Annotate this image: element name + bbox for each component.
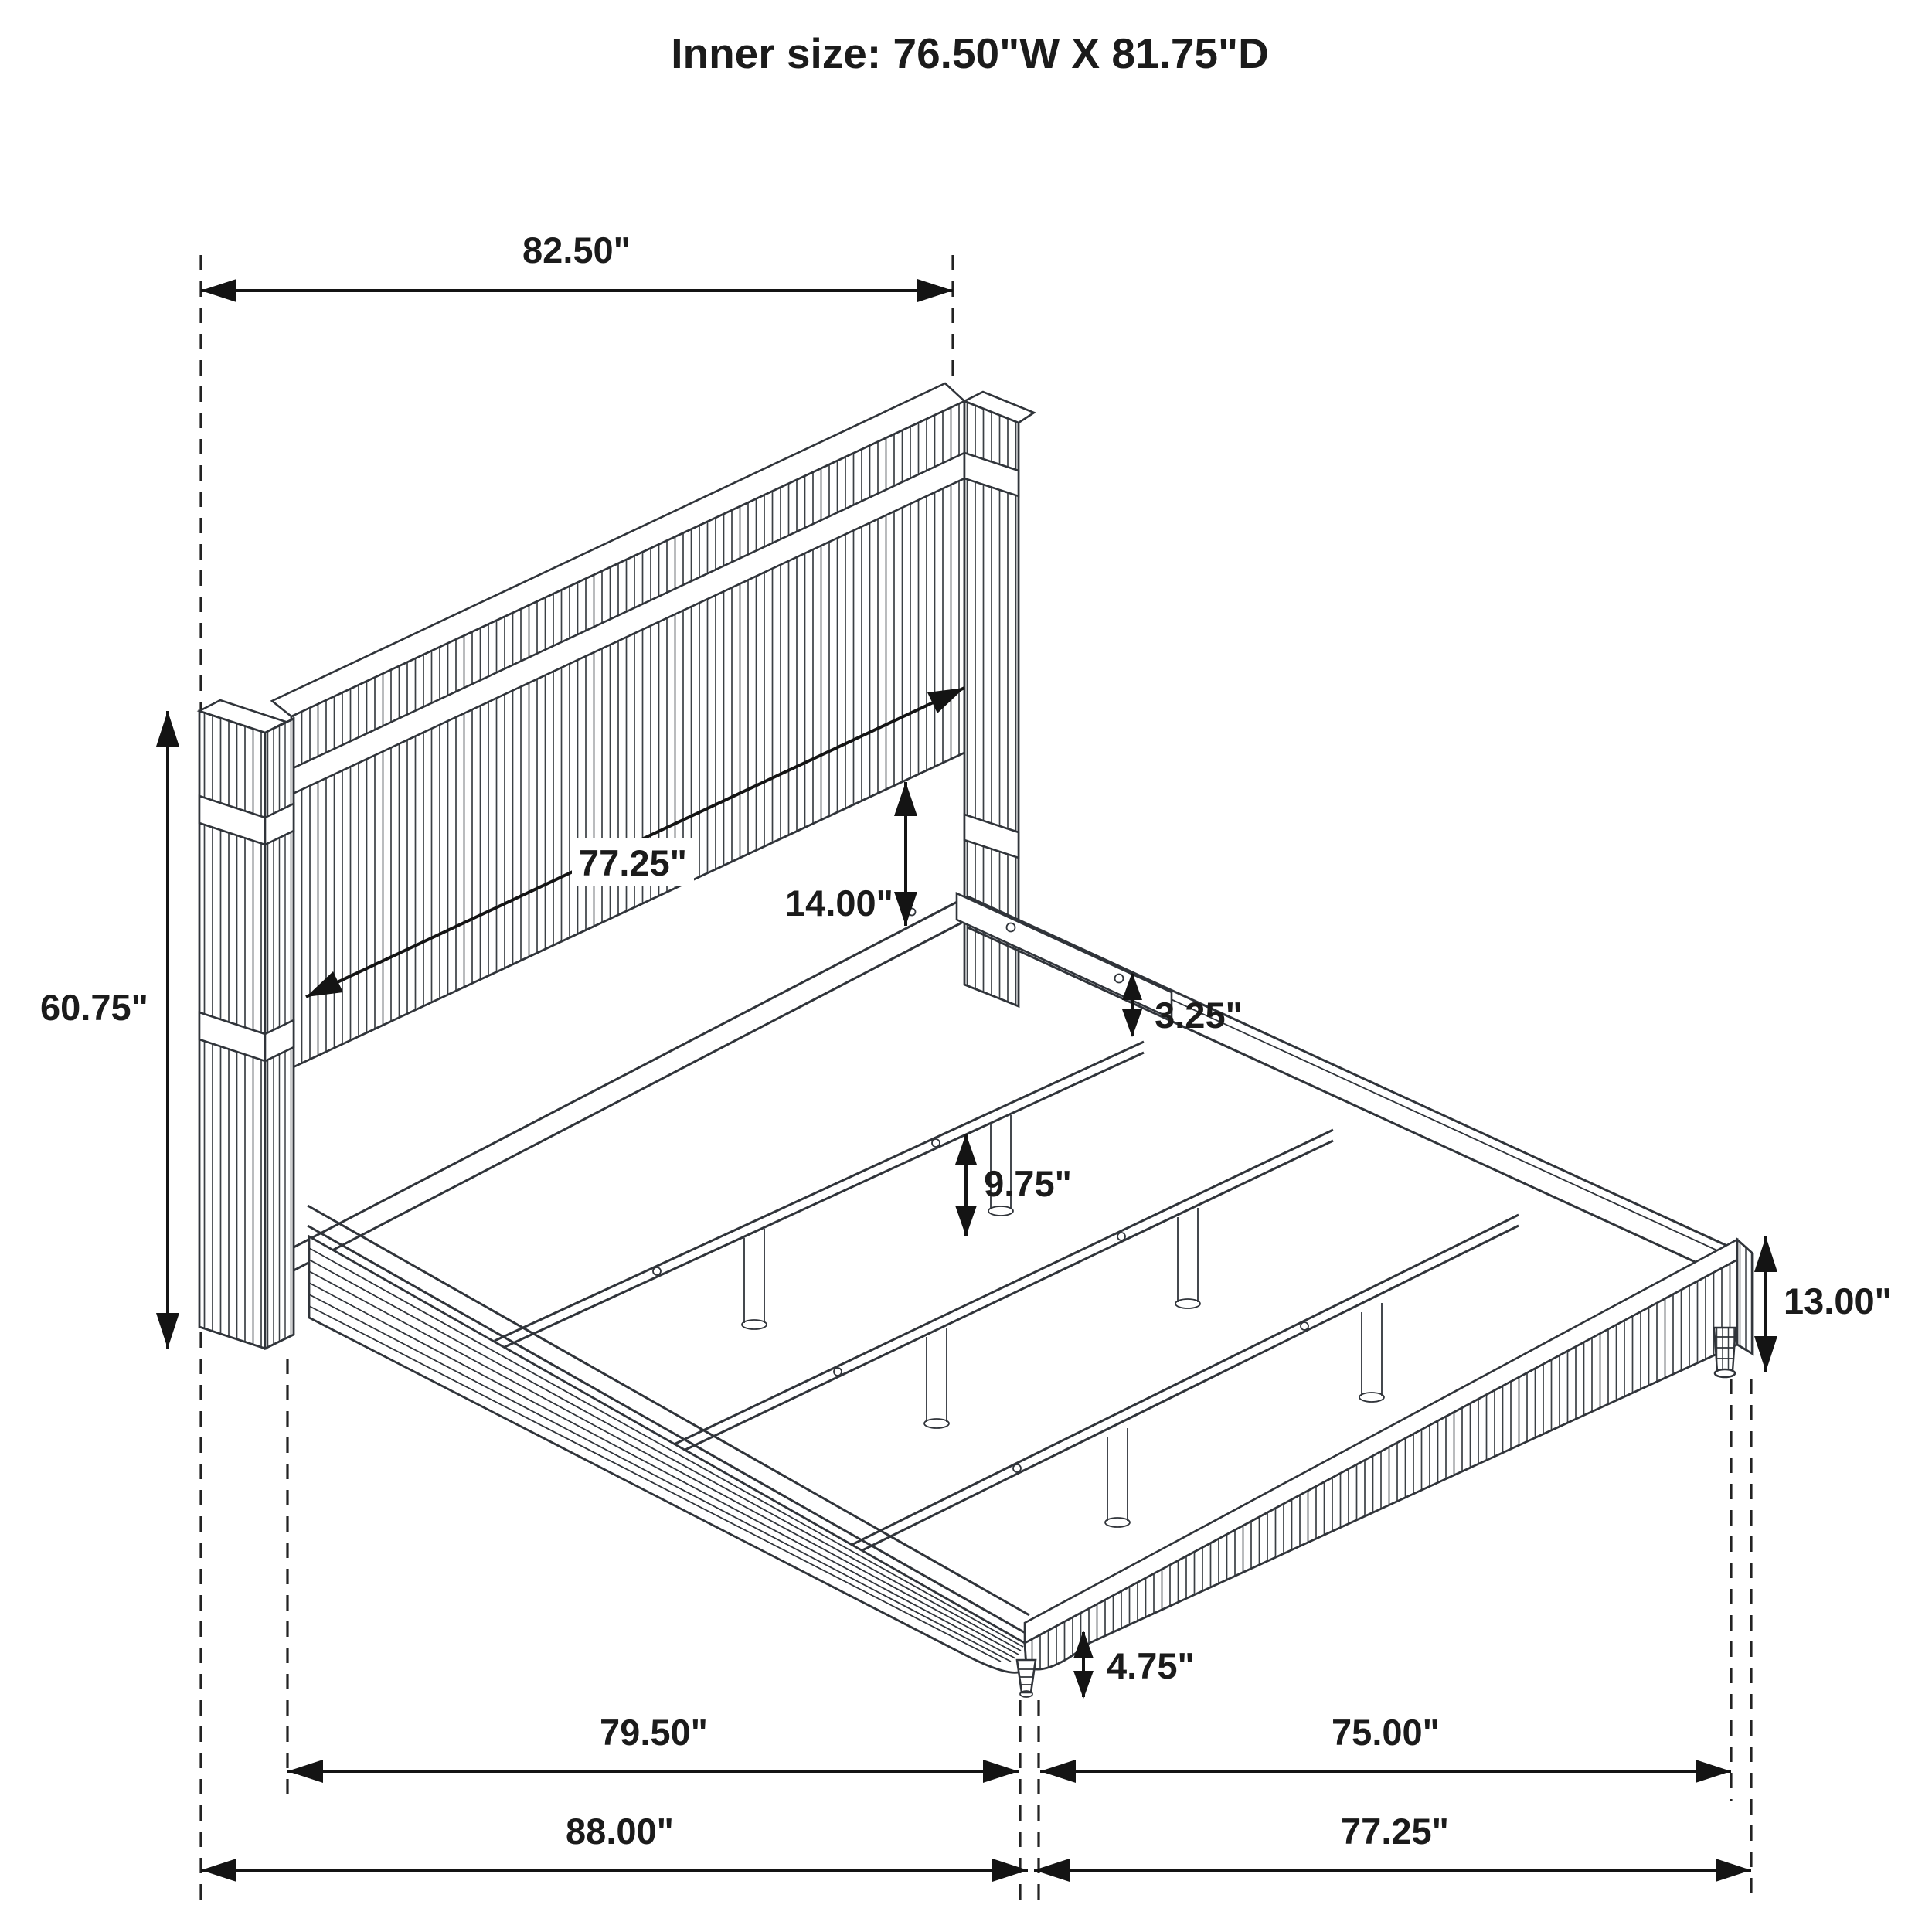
dim-label-75-00: 75.00" [1332,1712,1440,1753]
dim-label-77-25-panel: 77.25" [579,842,687,883]
dim-label-60-75: 60.75" [40,987,148,1028]
left-rail-top-edge [308,1206,1029,1615]
right-rail-bottom-edge [968,927,1737,1281]
dim-footboard-outer [1034,1811,1751,1882]
side-rail [309,1236,1026,1672]
dim-label-13-00: 13.00" [1784,1281,1892,1321]
dim-label-9-75: 9.75" [984,1163,1072,1204]
dim-label-88-00: 88.00" [566,1811,674,1852]
dim-headboard-height [40,711,179,1349]
dim-label-79-50: 79.50" [600,1712,708,1753]
dim-label-3-25: 3.25" [1155,995,1243,1036]
dim-footboard-height [1754,1236,1892,1372]
dim-overall-length [201,1811,1028,1882]
footboard-band [1025,1260,1737,1669]
footboard-top-band [1025,1240,1737,1643]
slat-3 [850,1215,1519,1556]
left-rail-bottom-edge [308,1226,1029,1635]
dim-label-14-00: 14.00" [785,883,893,923]
dim-footboard-span [1040,1712,1731,1783]
dim-headboard-width [201,230,953,302]
dim-slat-leg [955,1134,1072,1236]
footboard-right-leg [1714,1328,1736,1377]
right-rail-top-edge [968,896,1737,1250]
footboard-right-end [1737,1240,1753,1354]
foot-corner-leg [1017,1660,1036,1697]
dim-label-4-75: 4.75" [1107,1645,1195,1686]
page-title: Inner size: 76.50"W X 81.75"D [671,29,1269,77]
dim-label-82-50: 82.50" [522,230,631,270]
dim-inner-length [287,1712,1019,1783]
dim-label-77-25-footboard: 77.25" [1341,1811,1449,1852]
